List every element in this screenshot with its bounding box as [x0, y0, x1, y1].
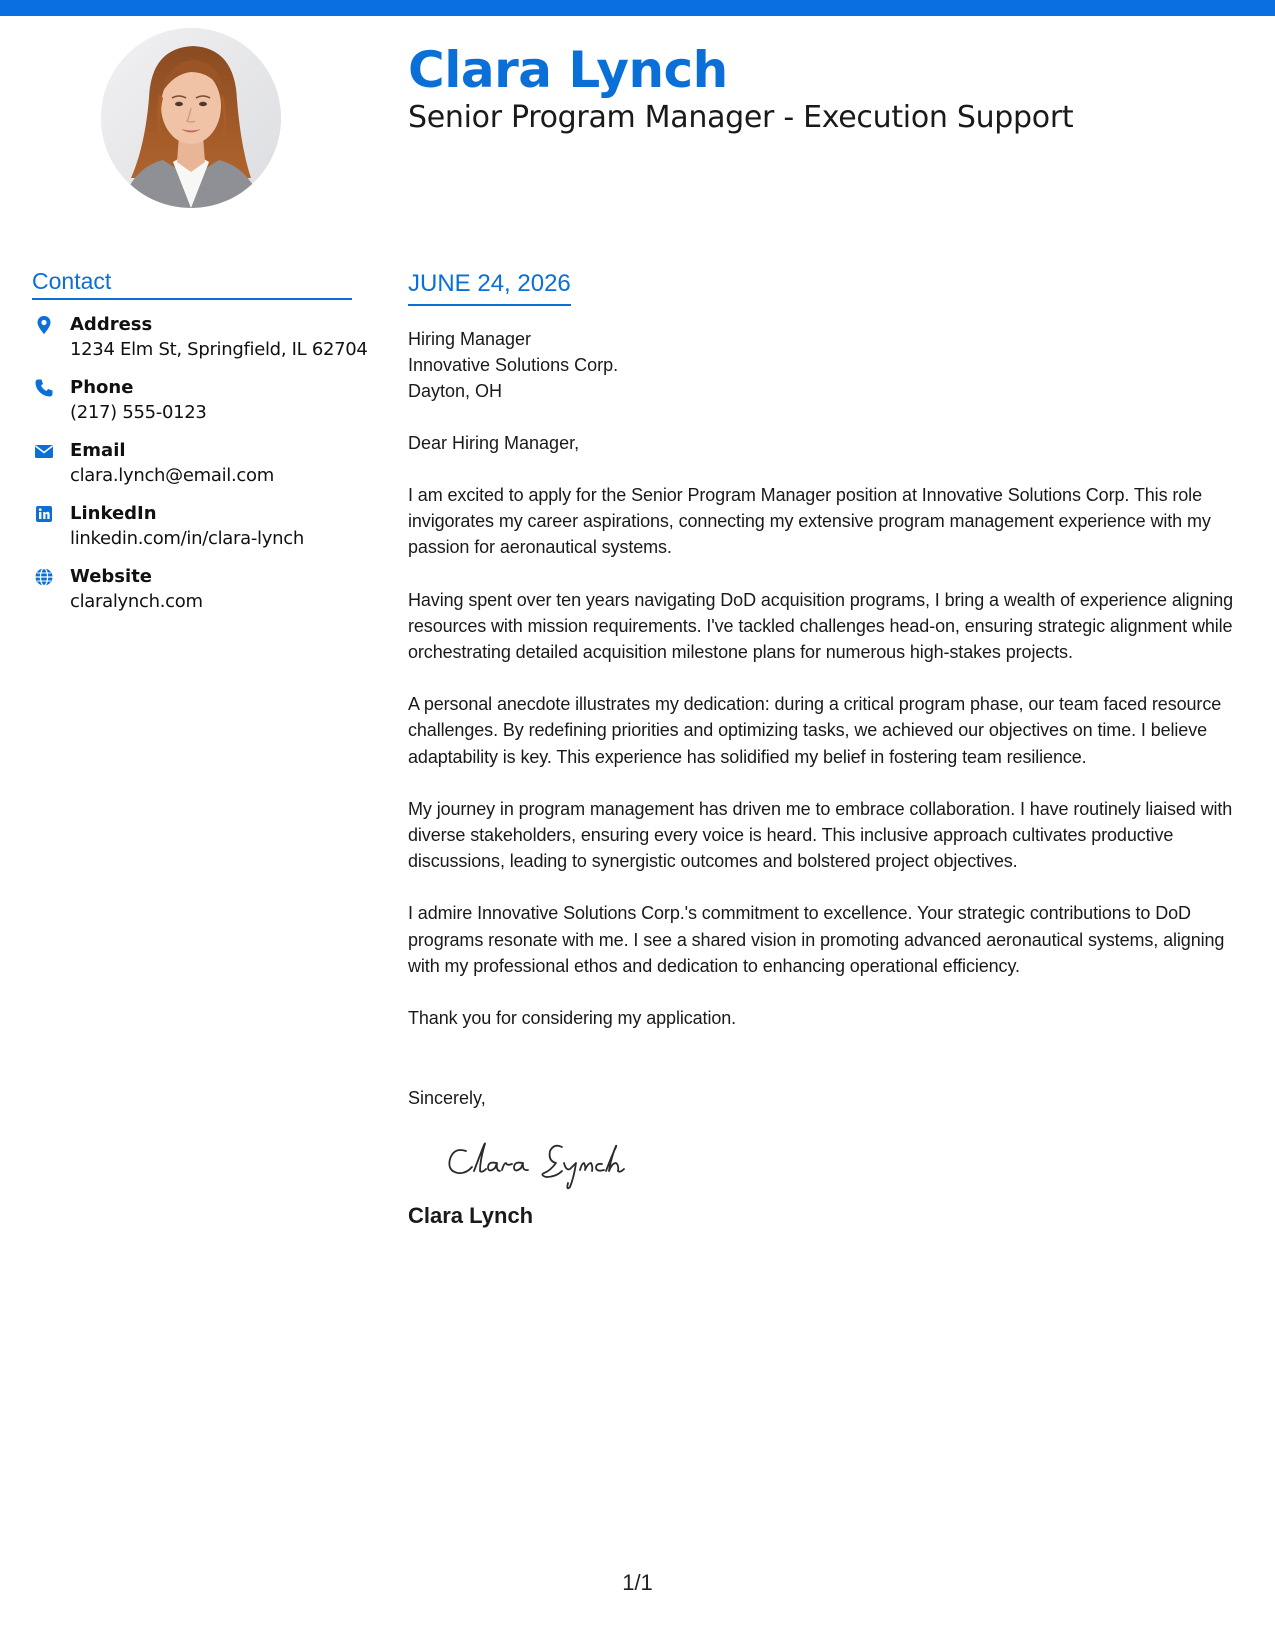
- contact-item-website: [32, 564, 352, 614]
- linkedin-icon: [34, 504, 54, 524]
- contact-item-phone: [32, 375, 352, 425]
- recipient-block: [408, 326, 1248, 404]
- letter-paragraph: A personal anecdote illustrates my dedication: during a critical program phase, our team faced resource challenges. By redefining priorities and optimizing tasks, we achieved our objectives on time. I believe adaptability is key. This experience has solidified my belief in fostering team resilience.: [408, 694, 1222, 767]
- candidate-name: Clara Lynch: [408, 41, 728, 99]
- contact-item-address: [32, 312, 368, 362]
- linkedin-value[interactable]: linkedin.com/in/clara-lynch: [70, 528, 304, 549]
- candidate-title: Senior Program Manager - Execution Support: [408, 100, 1074, 135]
- address-value: 1234 Elm St, Springfield, IL 62704: [70, 339, 368, 360]
- closing: Sincerely,: [408, 1088, 486, 1109]
- envelope-icon: [34, 441, 54, 461]
- phone-value: (217) 555-0123: [70, 402, 207, 423]
- letter-paragraph: I am excited to apply for the Senior Program Manager position at Innovative Solutions Corp. This role invigorates my career aspirations, connecting my extensive program management experience with my passion for aeronautical systems.: [408, 485, 1211, 558]
- handwritten-signature: [444, 1133, 1248, 1193]
- contact-heading: Contact: [32, 266, 352, 300]
- page-number: 1/1: [622, 1570, 653, 1595]
- contact-item-linkedin: [32, 501, 352, 551]
- location-pin-icon: [34, 315, 54, 335]
- contact-label: Address: [70, 314, 153, 335]
- phone-icon: [34, 378, 54, 398]
- letter-date: JUNE 24, 2026: [408, 268, 571, 306]
- salutation: Dear Hiring Manager,: [408, 433, 580, 453]
- letter-paragraph: My journey in program management has driven me to embrace collaboration. I have routinely liaised with diverse stakeholders, ensuring every voice is heard. This inclusive approach cultivates productive discussions, leading to synergistic outcomes and bolstered project objectives.: [408, 798, 1233, 872]
- top-accent-bar: [0, 0, 1275, 16]
- contact-label: Phone: [70, 377, 134, 398]
- letter-paragraph: Having spent over ten years navigating DoD acquisition programs, I bring a wealth of experience aligning resources with mission requirements. I've tackled challenges head-on, ensuring strategic alignment while orchestrating detailed acquisition milestone plans for numerous high-stakes projects.: [408, 589, 1234, 663]
- globe-icon: [34, 567, 54, 587]
- website-value[interactable]: claralynch.com: [70, 591, 203, 612]
- contact-label: LinkedIn: [70, 503, 157, 524]
- letter-body: [408, 268, 1248, 1231]
- contact-label: Email: [70, 440, 126, 461]
- recipient-line: Hiring Manager: [408, 329, 532, 349]
- signer-name: Clara Lynch: [408, 1203, 534, 1229]
- recipient-line: Innovative Solutions Corp.: [408, 355, 619, 375]
- profile-photo: [101, 28, 281, 208]
- contact-label: Website: [70, 566, 153, 587]
- letter-paragraph: Thank you for considering my application.: [408, 1008, 737, 1029]
- email-value[interactable]: clara.lynch@email.com: [70, 465, 274, 486]
- contact-item-email: [32, 438, 352, 488]
- header: [408, 40, 1073, 136]
- contact-sidebar: [32, 266, 368, 627]
- letter-paragraph: I admire Innovative Solutions Corp.'s commitment to excellence. Your strategic contributions to DoD programs resonate with me. I see a shared vision in promoting advanced aeronautical systems, aligning with my professional ethos and dedication to enhancing operational efficiency.: [408, 903, 1225, 976]
- recipient-line: Dayton, OH: [408, 381, 503, 401]
